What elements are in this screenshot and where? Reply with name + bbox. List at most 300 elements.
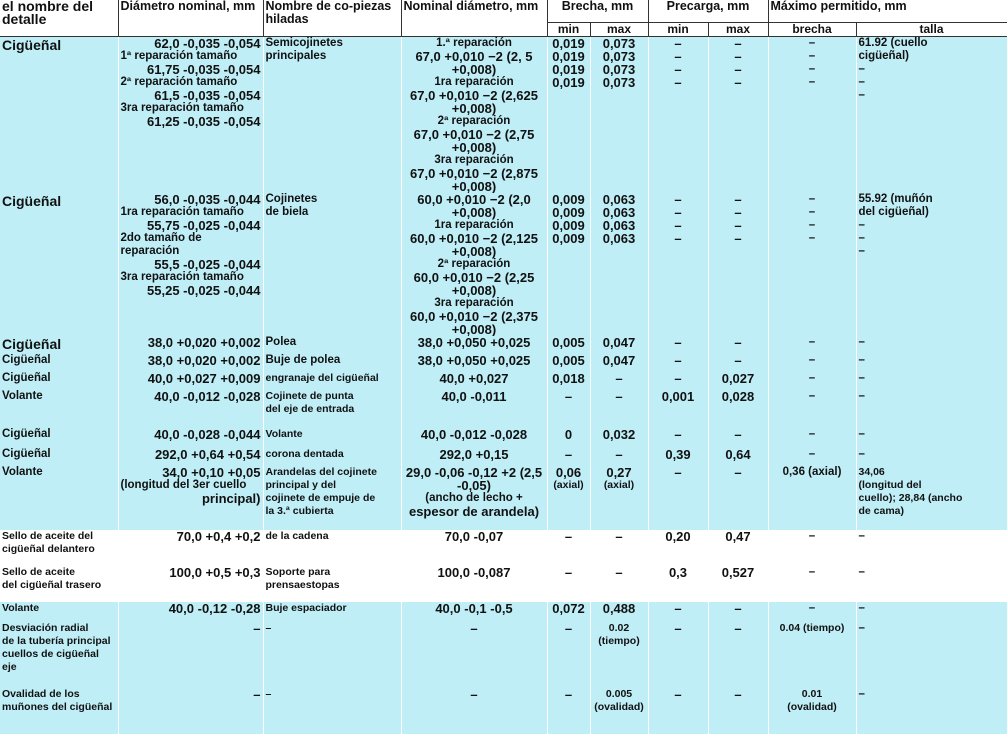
cell-line: – (266, 688, 399, 701)
cell-mating-part (263, 466, 401, 530)
cell-line: 61,5 -0,035 -0,054 (121, 89, 261, 102)
cell-max-gap (768, 566, 856, 602)
cell-line: – (651, 372, 706, 385)
table-row (0, 530, 1007, 566)
table-row (0, 336, 1007, 354)
cell-gap-min (547, 37, 590, 194)
cell-line: – (651, 63, 706, 76)
cell-preload-min (648, 354, 708, 372)
cell-line: de biela (266, 206, 399, 219)
cell-line: 55.92 (muñón (859, 193, 1005, 206)
cell-preload-max (708, 602, 768, 622)
cell-max-gap (768, 390, 856, 428)
cell-line: – (550, 622, 588, 635)
cell-line: Ovalidad de los (2, 688, 116, 701)
cell-line: 0.02 (593, 622, 646, 635)
cell-line: – (771, 530, 854, 543)
cell-mating-part (263, 530, 401, 566)
cell-diameter (118, 37, 263, 194)
cell-preload-max (708, 390, 768, 428)
cell-line: del cigüeñal trasero (2, 579, 116, 592)
cell-line: – (771, 50, 854, 63)
cell-line: – (711, 63, 766, 76)
cell-part (0, 193, 118, 336)
cell-gap-min (547, 428, 590, 448)
cell-line: 62,0 -0,035 -0,054 (121, 37, 261, 50)
cell-line: 0,019 (550, 63, 588, 76)
cell-part (0, 566, 118, 602)
cell-line: – (771, 37, 854, 50)
table-row (0, 566, 1007, 602)
cell-max-size (856, 428, 1007, 448)
cell-mating-part (263, 448, 401, 466)
cell-line (2, 105, 116, 118)
cell-line: principales (266, 50, 399, 63)
cell-line: 100,0 -0,087 (404, 566, 545, 579)
cell-line: – (771, 193, 854, 206)
header-preload: Precarga, mm (648, 0, 768, 23)
cell-line: Desviación radial (2, 622, 116, 635)
cell-preload-min (648, 390, 708, 428)
cell-line: Sello de aceite (2, 566, 116, 579)
cell-line: cigüeñal) (859, 50, 1005, 63)
cell-preload-max (708, 428, 768, 448)
cell-preload-min (648, 193, 708, 336)
cell-line: 0,527 (711, 566, 766, 579)
cell-line: de la tubería principal (2, 635, 116, 648)
cell-line: 0,073 (593, 76, 646, 89)
cell-line: 61,25 -0,035 -0,054 (121, 115, 261, 128)
cell-line: 0.01 (771, 688, 854, 701)
cell-line: 38,0 +0,020 +0,002 (121, 336, 261, 349)
cell-max-gap (768, 372, 856, 390)
cell-line: 40,0 -0,012 -0,028 (121, 390, 261, 403)
cell-max-size (856, 372, 1007, 390)
cell-gap-max (590, 37, 648, 194)
cell-line: – (771, 448, 854, 461)
header-part: el nombre del detalle (0, 0, 118, 37)
cell-line: 0,027 (711, 372, 766, 385)
cell-line: 67,0 +0,010 −2 (2,625 +0,008) (404, 89, 545, 115)
cell-line: 38,0 +0,050 +0,025 (404, 336, 545, 349)
cell-line (2, 66, 116, 79)
cell-diameter (118, 354, 263, 372)
cell-line: 0,019 (550, 76, 588, 89)
cell-line: – (711, 428, 766, 441)
cell-line: Cigüeñal (2, 428, 116, 441)
cell-line: 0,009 (550, 232, 588, 245)
cell-line: – (651, 219, 706, 232)
cell-line: – (771, 428, 854, 441)
cell-gap-max (590, 622, 648, 688)
header-max-size: talla (856, 23, 1007, 37)
cell-line: – (404, 688, 545, 701)
cell-line: – (550, 566, 588, 579)
cell-line: – (859, 372, 1005, 385)
cell-line: muñones del cigüeñal (2, 701, 116, 714)
cell-line: – (651, 232, 706, 245)
cell-preload-max (708, 37, 768, 194)
cell-gap-max (590, 602, 648, 622)
cell-line: Cojinete de punta (266, 390, 399, 403)
cell-line: – (651, 602, 706, 615)
cell-line: 0,39 (651, 448, 706, 461)
cell-line: 3ra reparación tamaño (121, 271, 261, 284)
cell-line: – (859, 76, 1005, 89)
cell-line: Sello de aceite del (2, 530, 116, 543)
cell-line: del eje de entrada (266, 403, 399, 416)
cell-line: 38,0 +0,050 +0,025 (404, 354, 545, 367)
cell-line: 1ra reparación tamaño (121, 206, 261, 219)
cell-line: 1ª reparación tamaño (121, 50, 261, 63)
cell-line: 0,063 (593, 193, 646, 206)
cell-line: – (771, 354, 854, 367)
cell-line: – (771, 206, 854, 219)
cell-line: 40,0 -0,12 -0,28 (121, 602, 261, 615)
cell-gap-max (590, 448, 648, 466)
cell-line: – (859, 336, 1005, 349)
cell-line: – (711, 602, 766, 615)
cell-line: – (771, 63, 854, 76)
cell-line: – (771, 390, 854, 403)
cell-max-size (856, 390, 1007, 428)
cell-preload-max (708, 372, 768, 390)
cell-preload-max (708, 530, 768, 566)
cell-max-gap (768, 530, 856, 566)
cell-line: – (859, 89, 1005, 102)
cell-line: 67,0 +0,010 −2 (2,875 +0,008) (404, 167, 545, 193)
cell-line: – (859, 622, 1005, 635)
cell-line: 60,0 +0,010 −2 (2,0 +0,008) (404, 193, 545, 219)
table-body (0, 37, 1007, 734)
cell-preload-max (708, 622, 768, 688)
cell-line: 29,0 -0,06 -0,12 +2 (2,5 -0,05) (404, 466, 545, 492)
cell-line: – (711, 76, 766, 89)
cell-max-size (856, 37, 1007, 194)
cell-gap-max (590, 336, 648, 354)
cell-line: – (859, 530, 1005, 543)
cell-line: 100,0 +0,5 +0,3 (121, 566, 261, 579)
table-row (0, 372, 1007, 390)
cell-max-size (856, 530, 1007, 566)
cell-line: (ovalidad) (771, 701, 854, 714)
cell-line: – (550, 530, 588, 543)
cell-line: – (651, 76, 706, 89)
cell-part (0, 688, 118, 734)
cell-line: – (651, 37, 706, 50)
cell-line: – (593, 566, 646, 579)
cell-line: (ovalidad) (593, 701, 646, 714)
cell-preload-min (648, 428, 708, 448)
cell-line: – (651, 466, 706, 479)
cell-line: – (771, 232, 854, 245)
cell-line: (ancho de lecho + (404, 492, 545, 505)
cell-line: 0,009 (550, 219, 588, 232)
cell-mating-part (263, 622, 401, 688)
cell-line (2, 53, 116, 66)
cell-line: 292,0 +0,15 (404, 448, 545, 461)
cell-line: 40,0 +0,027 (404, 372, 545, 385)
cell-line: – (651, 354, 706, 367)
cell-line: – (711, 206, 766, 219)
cell-diameter (118, 466, 263, 530)
cell-gap-min (547, 566, 590, 602)
cell-line: 2ª reparación (404, 115, 545, 128)
cell-preload-max (708, 354, 768, 372)
cell-line: 0,063 (593, 232, 646, 245)
cell-max-gap (768, 354, 856, 372)
cell-line: Cojinetes (266, 193, 399, 206)
cell-diameter (118, 336, 263, 354)
cell-line: principal) (121, 492, 261, 505)
cell-max-gap (768, 336, 856, 354)
table-row (0, 37, 1007, 194)
cell-line: 1ra reparación (404, 76, 545, 89)
cell-nominal (401, 193, 547, 336)
cell-line: – (859, 602, 1005, 615)
cell-preload-min (648, 530, 708, 566)
header-gap: Brecha, mm (547, 0, 648, 23)
cell-line: – (859, 390, 1005, 403)
cell-line: 70,0 +0,4 +0,2 (121, 530, 261, 543)
cell-diameter (118, 602, 263, 622)
cell-gap-min (547, 448, 590, 466)
cell-line: – (651, 428, 706, 441)
cell-line: la 3.ª cubierta (266, 505, 399, 518)
cell-line: (longitud del 3er cuello (121, 479, 261, 492)
cell-nominal (401, 448, 547, 466)
cell-preload-max (708, 448, 768, 466)
cell-line: engranaje del cigüeñal (266, 372, 399, 385)
cell-line: 0,20 (651, 530, 706, 543)
cell-line: – (651, 50, 706, 63)
cell-line: Cigüeñal (2, 354, 116, 367)
cell-preload-max (708, 466, 768, 530)
cell-line: 0,028 (711, 390, 766, 403)
cell-line: 61,75 -0,035 -0,054 (121, 63, 261, 76)
cell-diameter (118, 390, 263, 428)
cell-line: 0,073 (593, 63, 646, 76)
cell-line: 67,0 +0,010 −2 (2, 5 +0,008) (404, 50, 545, 76)
cell-line: Buje de polea (266, 354, 399, 367)
cell-preload-min (648, 37, 708, 194)
cell-nominal (401, 688, 547, 734)
cell-max-gap (768, 602, 856, 622)
cell-diameter (118, 622, 263, 688)
cell-line: (tiempo) (593, 635, 646, 648)
table-row (0, 390, 1007, 428)
header-max-gap: brecha (768, 23, 856, 37)
cell-line: 0,072 (550, 602, 588, 615)
cell-line: – (859, 63, 1005, 76)
cell-preload-max (708, 193, 768, 336)
cell-mating-part (263, 37, 401, 194)
cell-mating-part (263, 372, 401, 390)
cell-gap-min (547, 530, 590, 566)
cell-line: – (711, 688, 766, 701)
cell-diameter (118, 193, 263, 336)
cell-line: 0,64 (711, 448, 766, 461)
cell-preload-min (648, 336, 708, 354)
cell-mating-part (263, 428, 401, 448)
cell-preload-min (648, 466, 708, 530)
cell-line: 0,005 (550, 336, 588, 349)
cell-line: 38,0 +0,020 +0,002 (121, 354, 261, 367)
cell-line: – (859, 354, 1005, 367)
cell-part (0, 466, 118, 530)
cell-gap-min (547, 688, 590, 734)
cell-line: 40,0 -0,011 (404, 390, 545, 403)
cell-line: – (711, 193, 766, 206)
cell-part (0, 602, 118, 622)
cell-line: 0,047 (593, 336, 646, 349)
cell-line: 34,0 +0,10 +0,05 (121, 466, 261, 479)
cell-line: – (711, 50, 766, 63)
cell-line: Volante (2, 602, 116, 615)
cell-gap-min (547, 336, 590, 354)
cell-max-size (856, 566, 1007, 602)
cell-line: – (771, 76, 854, 89)
cell-line: 0,009 (550, 206, 588, 219)
cell-part (0, 428, 118, 448)
table-row (0, 602, 1007, 622)
cell-part (0, 530, 118, 566)
cell-line: 0,3 (651, 566, 706, 579)
cell-max-size (856, 622, 1007, 688)
cell-part (0, 37, 118, 194)
cell-preload-min (648, 622, 708, 688)
cell-line: – (771, 219, 854, 232)
cell-diameter (118, 372, 263, 390)
cell-max-gap (768, 688, 856, 734)
header-gap-min: min (547, 23, 590, 37)
cell-line: 2ª reparación tamaño (121, 76, 261, 89)
cell-line: – (771, 602, 854, 615)
cell-line: Arandelas del cojinete (266, 466, 399, 479)
cell-preload-min (648, 566, 708, 602)
cell-diameter (118, 428, 263, 448)
cell-gap-min (547, 390, 590, 428)
table-row (0, 688, 1007, 734)
cell-line: – (550, 390, 588, 403)
cell-gap-min (547, 372, 590, 390)
cell-max-gap (768, 37, 856, 194)
cell-gap-max (590, 466, 648, 530)
cell-line: – (859, 245, 1005, 258)
cell-mating-part (263, 602, 401, 622)
cell-gap-max (590, 688, 648, 734)
cell-line: 0,019 (550, 37, 588, 50)
cell-line: 0,073 (593, 50, 646, 63)
cell-preload-min (648, 448, 708, 466)
cell-gap-max (590, 530, 648, 566)
cell-nominal (401, 622, 547, 688)
header-gap-max: max (590, 23, 648, 37)
table-row (0, 622, 1007, 688)
cell-nominal (401, 336, 547, 354)
cell-line: (axial) (593, 479, 646, 492)
cell-line: Cigüeñal (2, 336, 116, 352)
cell-preload-max (708, 336, 768, 354)
cell-line: 40,0 +0,027 +0,009 (121, 372, 261, 385)
cell-max-size (856, 602, 1007, 622)
cell-line: 3ra reparación (404, 297, 545, 310)
cell-line: 0,36 (axial) (771, 466, 854, 479)
header-nominal: Nominal diámetro, mm (401, 0, 547, 37)
cell-nominal (401, 37, 547, 194)
cell-line: 0,005 (550, 354, 588, 367)
cell-line: Soporte para (266, 566, 399, 579)
cell-line: corona dentada (266, 448, 399, 461)
cell-line (2, 92, 116, 105)
cell-nominal (401, 372, 547, 390)
cell-mating-part (263, 688, 401, 734)
cell-line: 0,27 (593, 466, 646, 479)
cell-line: 0,063 (593, 219, 646, 232)
cell-line: cojinete de empuje de (266, 492, 399, 505)
cell-line: de la cadena (266, 530, 399, 543)
cell-max-size (856, 336, 1007, 354)
cell-nominal (401, 530, 547, 566)
cell-line: – (266, 622, 399, 635)
cell-line: cuellos de cigüeñal (2, 648, 116, 661)
cell-line: – (404, 622, 545, 635)
cell-line: Volante (2, 466, 116, 479)
cell-line: – (593, 530, 646, 543)
cell-line: Volante (2, 390, 116, 403)
cell-line: 0,009 (550, 193, 588, 206)
cell-part (0, 372, 118, 390)
cell-gap-max (590, 193, 648, 336)
cell-line: – (859, 232, 1005, 245)
cell-line: – (859, 566, 1005, 579)
header-max-allowed: Máximo permitido, mm (768, 0, 1007, 23)
cell-line: 60,0 +0,010 −2 (2,375 +0,008) (404, 310, 545, 336)
cell-gap-min (547, 602, 590, 622)
cell-nominal (401, 428, 547, 448)
cell-line: – (651, 688, 706, 701)
cell-gap-max (590, 372, 648, 390)
header-diameter: Diámetro nominal, mm (118, 0, 263, 37)
cell-line: cuello); 28,84 (ancho (859, 492, 1005, 505)
cell-line: 0,019 (550, 50, 588, 63)
cell-line: – (550, 688, 588, 701)
cell-mating-part (263, 566, 401, 602)
cell-gap-max (590, 354, 648, 372)
cell-line: 55,5 -0,025 -0,044 (121, 258, 261, 271)
table-row (0, 193, 1007, 336)
cell-line: 0,047 (593, 354, 646, 367)
cell-line: Buje espaciador (266, 602, 399, 615)
cell-line: – (711, 354, 766, 367)
cell-line: 0.04 (tiempo) (771, 622, 854, 635)
cell-line: 2ª reparación (404, 258, 545, 271)
cell-nominal (401, 390, 547, 428)
cell-max-gap (768, 448, 856, 466)
cell-max-size (856, 448, 1007, 466)
cell-line: – (711, 219, 766, 232)
cell-line: – (859, 448, 1005, 461)
cell-line: – (651, 336, 706, 349)
cell-line (2, 79, 116, 92)
cell-line: – (711, 622, 766, 635)
cell-nominal (401, 466, 547, 530)
cell-gap-max (590, 390, 648, 428)
cell-line: 0 (550, 428, 588, 441)
cell-line: 56,0 -0,035 -0,044 (121, 193, 261, 206)
cell-line: (axial) (550, 479, 588, 492)
cell-line: 67,0 +0,010 −2 (2,75 +0,008) (404, 128, 545, 154)
